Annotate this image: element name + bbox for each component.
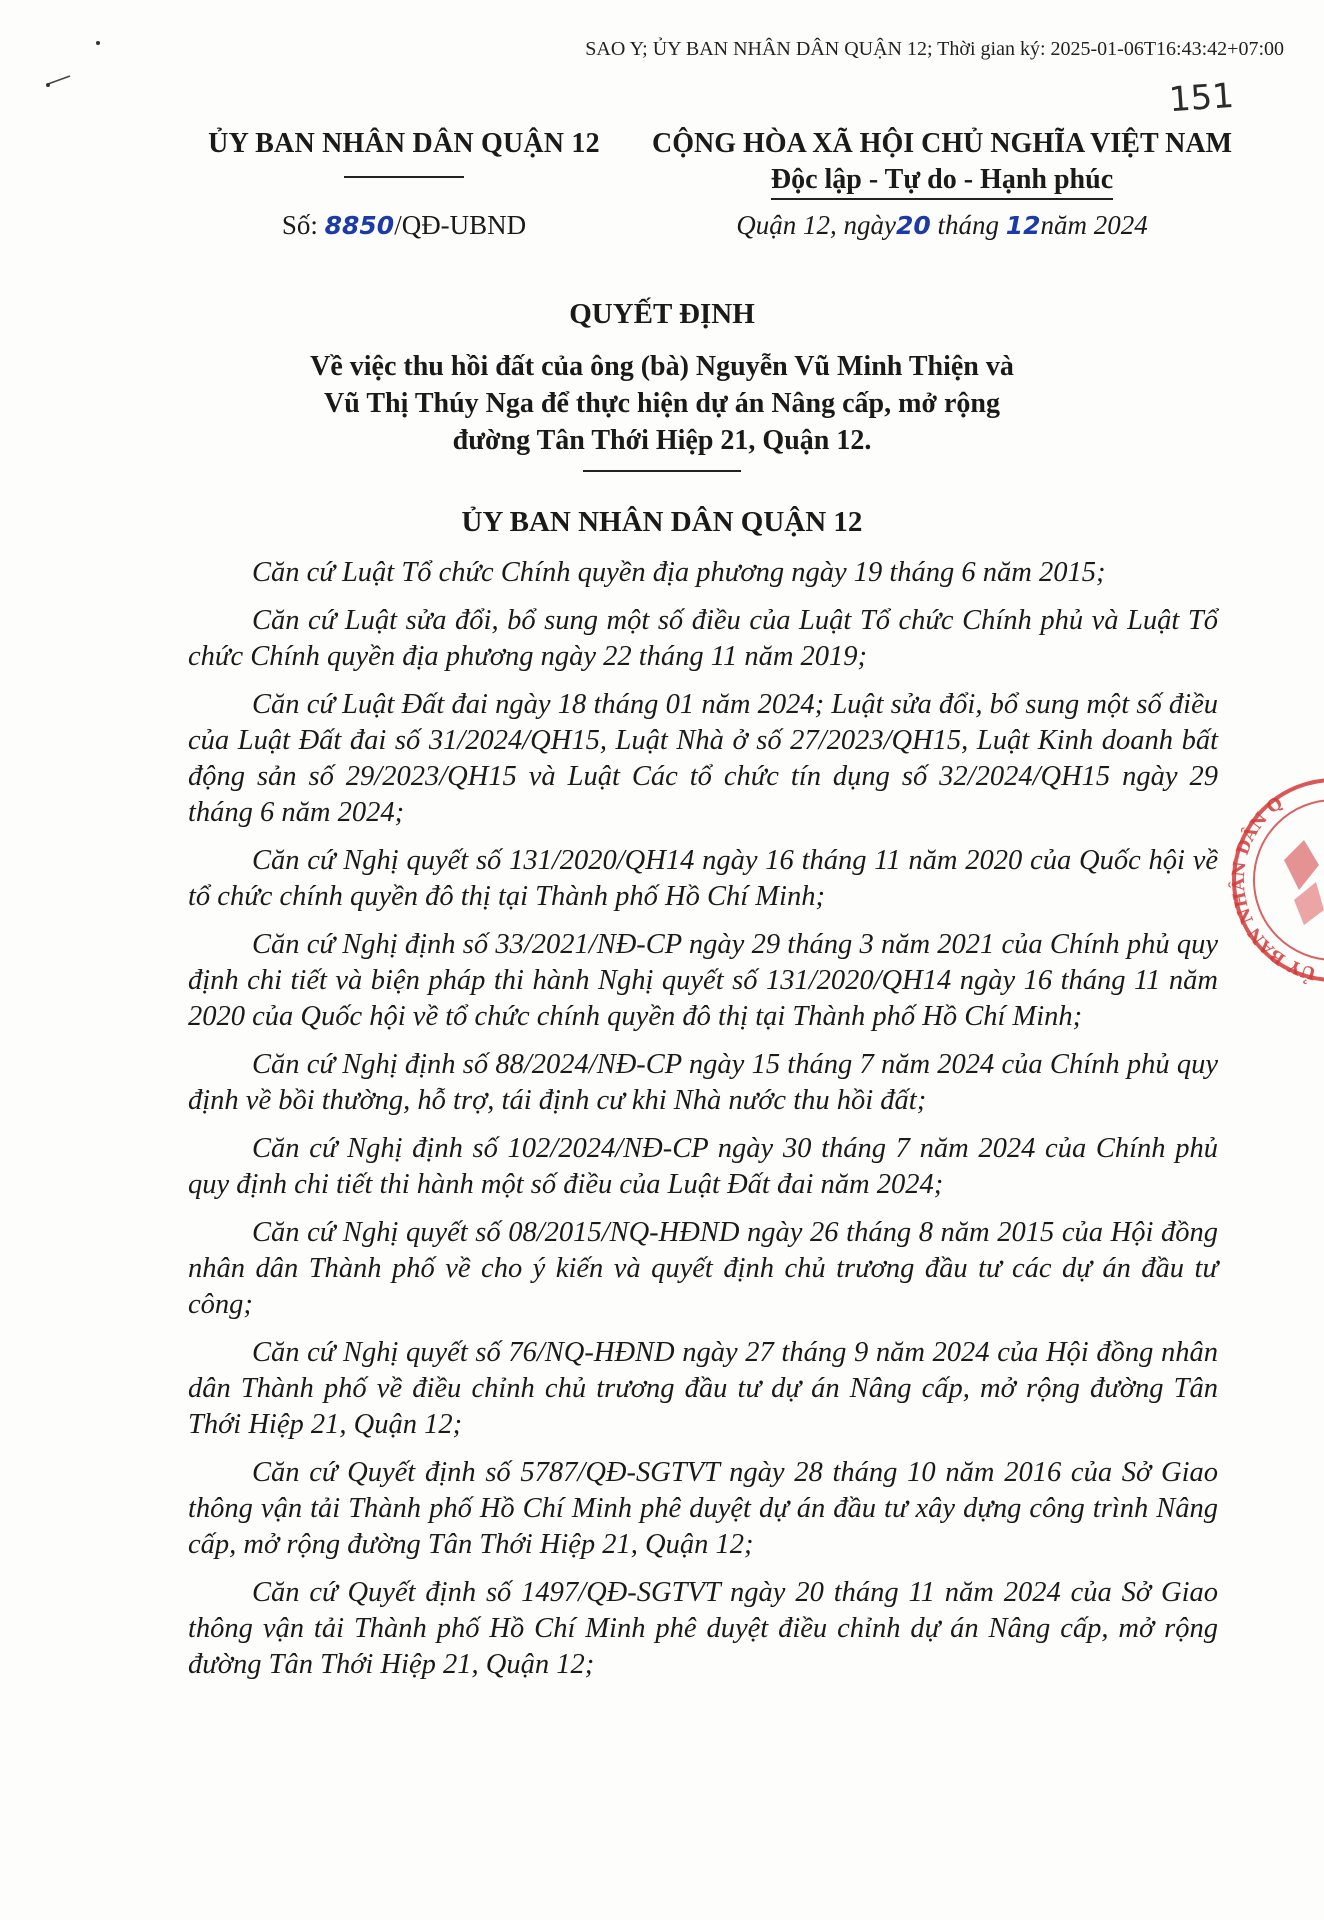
subject-line: Vũ Thị Thúy Nga để thực hiện dự án Nâng cấp, mở rộng	[324, 388, 1000, 419]
national-header-block	[622, 128, 1262, 200]
scan-specks	[40, 40, 100, 90]
document-title: QUYẾT ĐỊNH	[569, 298, 755, 330]
legal-basis-body	[188, 555, 1218, 1695]
national-motto-row	[622, 164, 1262, 200]
date-prefix: Quận 12, ngày	[736, 210, 896, 240]
issuing-authority-block	[194, 128, 614, 178]
subject-underline	[583, 470, 741, 472]
country-name: CỘNG HÒA XÃ HỘI CHỦ NGHĨA VIỆT NAM	[651, 128, 1233, 159]
legal-basis-paragraph: Căn cứ Nghị quyết số 76/NQ-HĐND ngày 27 tháng 9 năm 2024 của Hội đồng nhân dân Thành phố về điều chỉnh chủ trương đầu tư dự án Nâng cấp, mở rộng đường Tân Thới Hiệp 21, Quận 12;	[188, 1337, 1218, 1440]
date-month-handwritten: 12	[1005, 211, 1041, 240]
legal-basis-paragraph: Căn cứ Nghị định số 88/2024/NĐ-CP ngày 15 tháng 7 năm 2024 của Chính phủ quy định về bồi thường, hỗ trợ, tái định cư khi Nhà nước thu hồi đất;	[188, 1049, 1218, 1116]
legal-basis-paragraph: Căn cứ Luật sửa đổi, bổ sung một số điều của Luật Tổ chức Chính phủ và Luật Tổ chức Chính quyền địa phương ngày 22 tháng 11 năm 2019;	[188, 605, 1218, 672]
document-number	[194, 210, 614, 241]
legal-basis-paragraph: Căn cứ Quyết định số 5787/QĐ-SGTVT ngày 28 tháng 10 năm 2016 của Sở Giao thông vận tải Thành phố Hồ Chí Minh phê duyệt dự án đầu tư xây dựng công trình Nâng cấp, mở rộng đường Tân Thới Hiệp 21, Quận 12;	[188, 1457, 1218, 1560]
date-month-label: tháng	[937, 210, 999, 240]
legal-basis-paragraph: Căn cứ Luật Tổ chức Chính quyền địa phương ngày 19 tháng 6 năm 2015;	[252, 557, 1106, 588]
legal-basis-paragraph: Căn cứ Nghị định số 33/2021/NĐ-CP ngày 29 tháng 3 năm 2021 của Chính phủ quy định chi tiết và biện pháp thi hành Nghị quyết số 131/2020/QH14 ngày 16 tháng 11 năm 2020 của Quốc hội về tổ chức chính quyền đô thị tại Thành phố Hồ Chí Minh;	[188, 929, 1218, 1032]
doc-number-suffix: /QĐ-UBND	[394, 210, 527, 240]
handwritten-page-mark: 151	[1167, 75, 1236, 121]
national-motto: Độc lập - Tự do - Hạnh phúc	[771, 164, 1113, 200]
subject-line: Về việc thu hồi đất của ông (bà) Nguyễn Vũ Minh Thiện và	[310, 351, 1014, 382]
legal-basis-paragraph: Căn cứ Nghị định số 102/2024/NĐ-CP ngày 30 tháng 7 năm 2024 của Chính phủ quy định chi tiết thi hành một số điều của Luật Đất đai năm 2024;	[188, 1133, 1218, 1200]
doc-number-handwritten: 8850	[324, 211, 395, 240]
document-subject	[262, 348, 1062, 459]
date-day-handwritten: 20	[895, 211, 931, 240]
organization-underline	[344, 176, 464, 178]
legal-basis-paragraph: Căn cứ Quyết định số 1497/QĐ-SGTVT ngày 20 tháng 11 năm 2024 của Sở Giao thông vận tải Thành phố Hồ Chí Minh phê duyệt điều chỉnh dự án Nâng cấp, mở rộng đường Tân Thới Hiệp 21, Quận 12;	[188, 1577, 1218, 1680]
decision-authority: ỦY BAN NHÂN DÂN QUẬN 12	[461, 506, 863, 538]
date-year: năm 2024	[1040, 210, 1148, 240]
issuing-organization: ỦY BAN NHÂN DÂN QUẬN 12	[208, 128, 600, 159]
official-seal-stamp	[1224, 770, 1324, 990]
subject-line: đường Tân Thới Hiệp 21, Quận 12.	[452, 425, 872, 456]
legal-basis-paragraph: Căn cứ Nghị quyết số 131/2020/QH14 ngày 16 tháng 11 năm 2020 của Quốc hội về tổ chức chính quyền đô thị tại Thành phố Hồ Chí Minh;	[188, 845, 1218, 912]
doc-number-prefix: Số:	[281, 210, 325, 240]
legal-basis-paragraph: Căn cứ Nghị quyết số 08/2015/NQ-HĐND ngày 26 tháng 8 năm 2015 của Hội đồng nhân dân Thành phố về cho ý kiến và quyết định chủ trương đầu tư các dự án đầu tư công;	[188, 1217, 1218, 1320]
document-date	[622, 210, 1262, 241]
svg-text:ỦY BAN NHÂN DÂN Q: ỦY BAN NHÂN DÂN Q	[1228, 793, 1319, 984]
digital-signature-line: SAO Y; ỦY BAN NHÂN DÂN QUẬN 12; Thời gian ký: 2025-01-06T16:43:42+07:00	[585, 38, 1284, 60]
legal-basis-paragraph: Căn cứ Luật Đất đai ngày 18 tháng 01 năm 2024; Luật sửa đổi, bổ sung một số điều của Luật Đất đai số 31/2024/QH15, Luật Nhà ở số 27/2023/QH15, Luật Kinh doanh bất động sản số 29/2023/QH15 và Luật Các tổ chức tín dụng số 32/2024/QH15 ngày 29 tháng 6 năm 2024;	[188, 689, 1218, 828]
